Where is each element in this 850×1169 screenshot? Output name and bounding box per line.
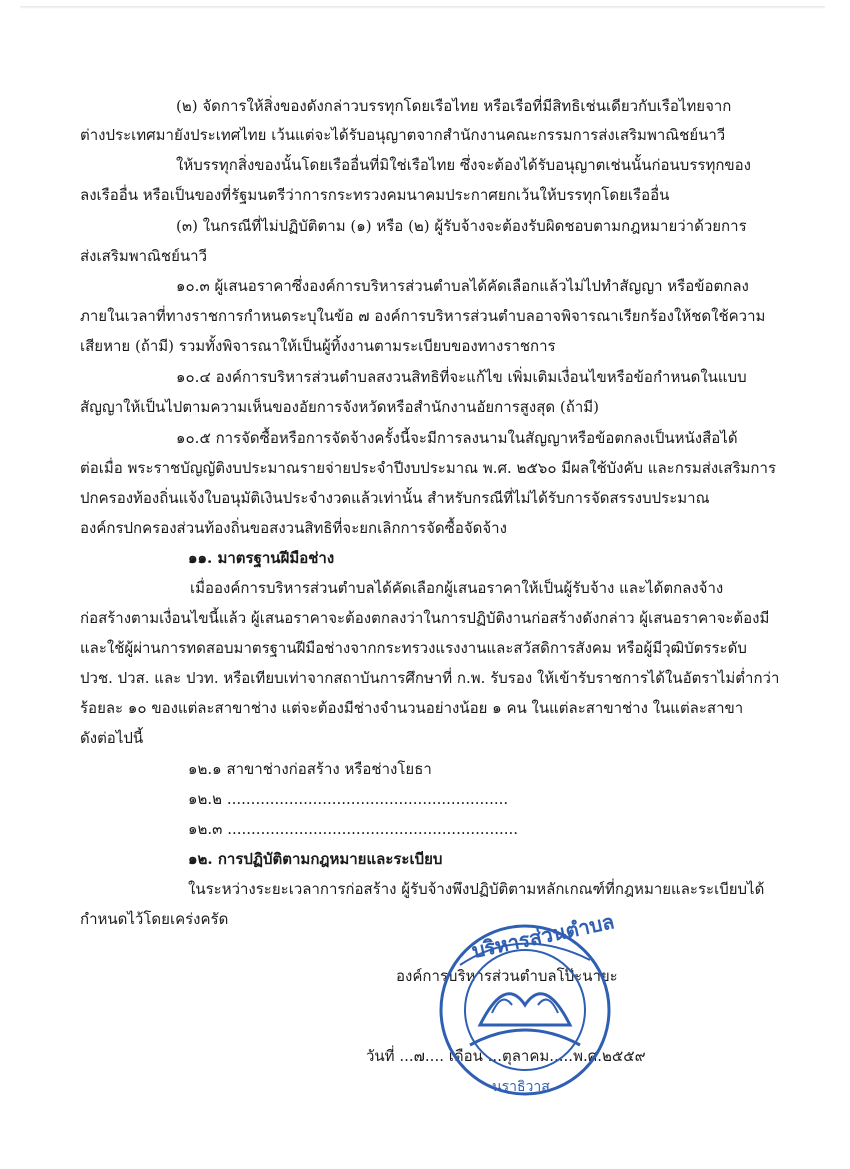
para-6-line-5: ร้อยละ ๑๐ ของแต่ละสาขาช่าง แต่จะต้องมีช่างจำนวนอย่างน้อย ๑ คน ในแต่ละสาขาช่าง ในแต่ละสาขา — [80, 699, 744, 717]
official-seal-stamp — [430, 905, 620, 1105]
para-4-line-1: ๑๐.๔ องค์การบริหารส่วนตำบลสงวนสิทธิที่จะแก้ไข เพิ่มเติมเงื่อนไขหรือข้อกำหนดในแบบ — [176, 368, 747, 386]
heading-section-12: ๑๒. การปฏิบัติตามกฎหมายและระเบียบ — [188, 850, 443, 868]
para-5-line-1: ๑๐.๕ การจัดซื้อหรือการจัดจ้างครั้งนี้จะมีการลงนามในสัญญาหรือข้อตกลงเป็นหนังสือได้ — [176, 429, 738, 447]
svg-text:นราธิวาส: นราธิวาส — [492, 1079, 550, 1095]
para-7-line-2: กำหนดไว้โดยเคร่งครัด — [80, 910, 229, 928]
para-1-line-3: ให้บรรทุกสิ่งของนั้นโดยเรืออื่นที่มิใช่เรือไทย ซึ่งจะต้องได้รับอนุญาตเช่นนั้นก่อนบรรทุกของ — [176, 156, 751, 174]
para-5-line-2: ต่อเมื่อ พระราชบัญญัติงบประมาณรายจ่ายประจำปีงบประมาณ พ.ศ. ๒๕๖๐ มีผลใช้บังคับ และกรมส่งเสริมการ — [80, 459, 776, 477]
para-3-line-3: เสียหาย (ถ้ามี) รวมทั้งพิจารณาให้เป็นผู้ทิ้งงานตามระเบียบของทางราชการ — [80, 337, 556, 355]
para-2-line-2: ส่งเสริมพาณิชย์นาวี — [80, 247, 208, 265]
para-6-line-6: ดังต่อไปนี้ — [80, 729, 144, 747]
para-4-line-2: สัญญาให้เป็นไปตามความเห็นของอัยการจังหวัดหรือสำนักงานอัยการสูงสุด (ถ้ามี) — [80, 398, 599, 416]
page-top-edge — [20, 6, 825, 9]
para-7-line-1: ในระหว่างระยะเวลาการก่อสร้าง ผู้รับจ้างพึงปฏิบัติตามหลักเกณฑ์ที่กฎหมายและระเบียบได้ — [188, 880, 765, 898]
para-1-line-1: (๒) จัดการให้สิ่งของดังกล่าวบรรทุกโดยเรือไทย หรือเรือที่มีสิทธิเช่นเดียวกับเรือไทยจาก — [176, 97, 732, 115]
signature-organization: องค์การบริหารส่วนตำบลโป๊ะนายะ — [396, 967, 618, 985]
para-1-line-2: ต่างประเทศมายังประเทศไทย เว้นแต่จะได้รับอนุญาตจากสำนักงานคณะกรรมการส่งเสริมพาณิชย์นาวี — [80, 126, 726, 144]
para-3-line-1: ๑๐.๓ ผู้เสนอราคาซึ่งองค์การบริหารส่วนตำบลได้คัดเลือกแล้วไม่ไปทำสัญญา หรือข้อตกลง — [176, 277, 749, 295]
para-3-line-2: ภายในเวลาที่ทางราชการกำหนดระบุในข้อ ๗ องค์การบริหารส่วนตำบลอาจพิจารณาเรียกร้องให้ชดใช้ความ — [80, 307, 766, 325]
para-6-line-4: ปวช. ปวส. และ ปวท. หรือเทียบเท่าจากสถาบันการศึกษาที่ ก.พ. รับรอง ให้เข้ารับราชการได้ในอัตราไม่ต่ำกว่า — [80, 669, 780, 687]
list-item-12-3: ๑๒.๓ ............................................................. — [188, 820, 519, 838]
list-item-12-2: ๑๒.๒ ........................................................... — [188, 790, 509, 808]
para-1-line-4: ลงเรืออื่น หรือเป็นของที่รัฐมนตรีว่าการกระทรวงคมนาคมประกาศยกเว้นให้บรรทุกโดยเรืออื่น — [80, 186, 670, 204]
signature-date: วันที่ ...๗.... เดือน ...ตุลาคม.....พ.ศ.๒๕๕๙ — [366, 1047, 646, 1065]
heading-section-11: ๑๑. มาตรฐานฝีมือช่าง — [188, 549, 335, 567]
para-6-line-1: เมื่อองค์การบริหารส่วนตำบลได้คัดเลือกผู้เสนอราคาให้เป็นผู้รับจ้าง และได้ตกลงจ้าง — [190, 579, 724, 597]
list-item-12-1: ๑๒.๑ สาขาช่างก่อสร้าง หรือช่างโยธา — [188, 760, 432, 778]
para-6-line-3: และใช้ผู้ผ่านการทดสอบมาตรฐานฝีมือช่างจากกระทรวงแรงงานและสวัสดิการสังคม หรือผู้มีวุฒิบัตรระดับ — [80, 639, 747, 657]
para-2-line-1: (๓) ในกรณีที่ไม่ปฏิบัติตาม (๑) หรือ (๒) ผู้รับจ้างจะต้องรับผิดชอบตามกฎหมายว่าด้วยการ — [176, 217, 747, 235]
para-5-line-3: ปกครองท้องถิ่นแจ้งใบอนุมัติเงินประจำงวดแล้วเท่านั้น สำหรับกรณีที่ไม่ได้รับการจัดสรรงบประมาณ — [80, 489, 710, 507]
para-6-line-2: ก่อสร้างตามเงื่อนไขนี้แล้ว ผู้เสนอราคาจะต้องตกลงว่าในการปฏิบัติงานก่อสร้างดังกล่าว ผู้เสนอราคาจะต้องมี — [80, 609, 770, 627]
svg-text:บริหารส่วนตำบล: บริหารส่วนตำบล — [469, 909, 617, 963]
para-5-line-4: องค์กรปกครองส่วนท้องถิ่นขอสงวนสิทธิที่จะยกเลิกการจัดซื้อจัดจ้าง — [80, 519, 507, 537]
